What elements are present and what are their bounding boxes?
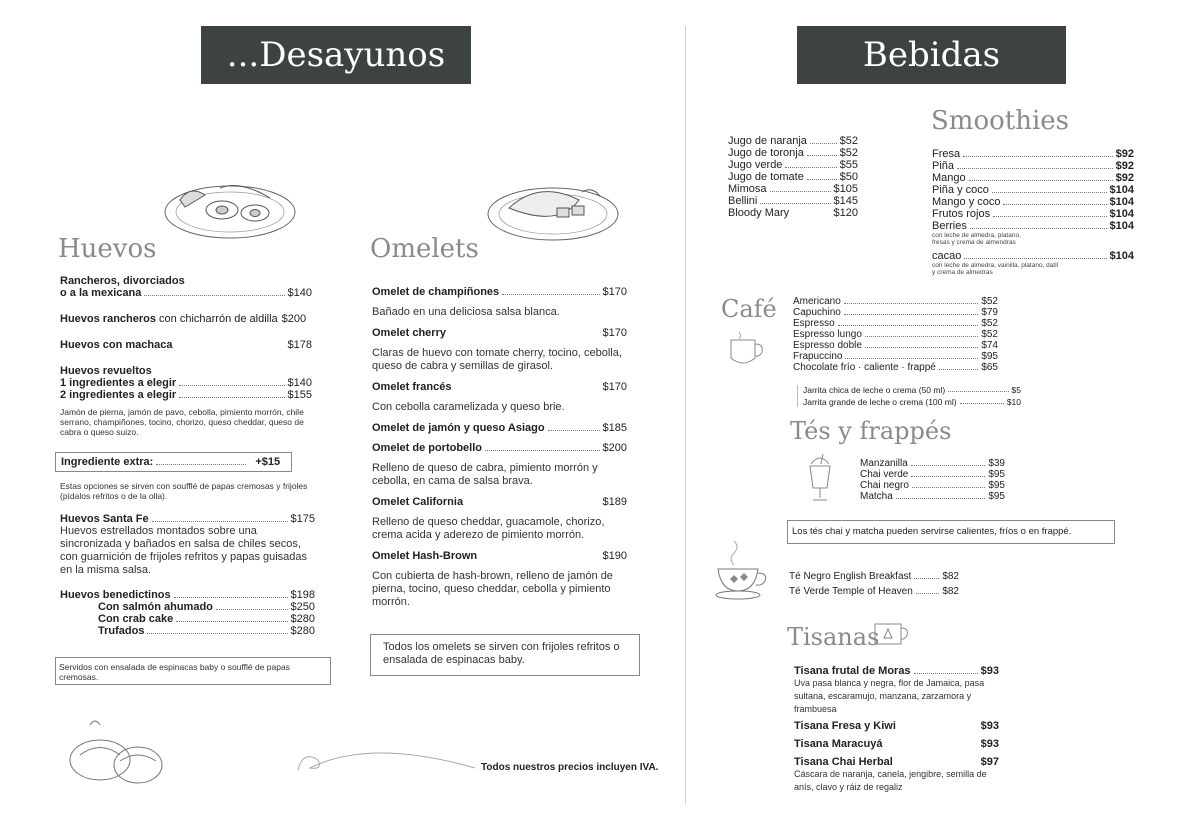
te-item: Chai negro $95 bbox=[860, 480, 1005, 491]
tisana-mug-icon bbox=[872, 620, 910, 650]
juices-list bbox=[728, 135, 858, 219]
tisana-item: Tisana frutal de Moras $93 bbox=[794, 665, 999, 677]
juice-item: Jugo verde $55 bbox=[728, 159, 858, 171]
cafe-extra: Jarrita grande de leche o crema (100 ml) $10 bbox=[803, 397, 1021, 407]
smoothies-list bbox=[932, 148, 1134, 276]
menu-item: Rancheros, divorciados bbox=[60, 275, 185, 287]
omelet-item: Omelet California $189 bbox=[372, 496, 627, 508]
cafe-item: Frapuccino $95 bbox=[793, 351, 998, 362]
menu-item: Huevos Santa Fe $175 bbox=[60, 513, 315, 525]
item-description: Huevos estrellados montados sobre una sincronizada y bañados en salsa de chiles secos, con guarnición de frijoles refritos y papas guisadas en la misma salsa. bbox=[60, 525, 308, 576]
page-divider bbox=[685, 26, 686, 804]
benedictinos-block bbox=[60, 589, 315, 637]
tisana-item: Tisana Fresa y Kiwi $93 bbox=[794, 720, 999, 732]
menu-item: 1 ingredientes a elegir $140 bbox=[60, 377, 312, 389]
cafe-item: Espresso $52 bbox=[793, 318, 998, 329]
omelet-desc: Relleno de queso cheddar, guacamole, chorizo, crema acida y aderezo de pimiento morrón. bbox=[372, 516, 605, 541]
cafe-title: Café bbox=[721, 295, 777, 323]
tisana-desc: Cáscara de naranja, canela, jengibre, semilla de anís, clavo y ráiz de regaliz bbox=[794, 769, 987, 792]
menu-item: Huevos rancheros con chicharrón de aldilla $200 bbox=[60, 313, 307, 325]
ingredients-list: Jamón de pierna, jamón de pavo, cebolla, pimiento morrón, chile serrano, champiñones, tocino, chorizo, queso cheddar, queso de cabra o queso suizo. bbox=[60, 407, 304, 437]
swirl-ornament-icon bbox=[293, 740, 483, 785]
cafe-list bbox=[793, 296, 998, 373]
cafe-extras bbox=[797, 385, 1021, 407]
omelet-plate-illustration bbox=[487, 178, 622, 243]
menu-item: Huevos revueltos bbox=[60, 365, 152, 377]
tisana-item: Tisana Maracuyá $93 bbox=[794, 738, 999, 750]
omelet-item: Omelet de jamón y queso Asiago $185 bbox=[372, 422, 627, 434]
cacao-desc: con leche de almedra, vainilla, platano, datil y crema de almedras bbox=[932, 262, 1059, 276]
omelet-desc: Claras de huevo con tomate cherry, tocino, cebolla, queso de cabra y semillas de girasol. bbox=[372, 347, 622, 372]
omelet-desc: Con cubierta de hash-brown, relleno de jamón de pierna, tocino, queso cheddar, cebolla y pimiento morrón. bbox=[372, 570, 613, 608]
omelet-item: Omelet Hash-Brown $190 bbox=[372, 550, 627, 562]
desayunos-banner: ...Desayunos bbox=[201, 26, 471, 84]
menu-item: Con crab cake $280 bbox=[98, 613, 315, 625]
tisana-item: Tisana Chai Herbal $97 bbox=[794, 756, 999, 768]
omelets-note: Todos los omelets se sirven con frijoles refritos o ensalada de espinacas baby. bbox=[370, 634, 640, 676]
menu-item: Huevos con machaca $178 bbox=[60, 339, 312, 351]
smoothie-item: Piña y coco $104 bbox=[932, 184, 1134, 196]
smoothie-item: Mango y coco $104 bbox=[932, 196, 1134, 208]
smoothies-title: Smoothies bbox=[931, 106, 1070, 136]
frappe-glass-icon bbox=[805, 452, 835, 507]
omelet-desc: Bañado en una deliciosa salsa blanca. bbox=[372, 306, 560, 318]
menu-item: Trufados $280 bbox=[98, 625, 315, 637]
cafe-item: Americano $52 bbox=[793, 296, 998, 307]
juice-item: Jugo de naranja $52 bbox=[728, 135, 858, 147]
teas-list bbox=[789, 571, 959, 597]
cafe-item: Espresso lungo $52 bbox=[793, 329, 998, 340]
omelet-desc: Con cebolla caramelizada y queso brie. bbox=[372, 401, 565, 413]
tes-note: Los tés chai y matcha pueden servirse calientes, fríos o en frappé. bbox=[787, 520, 1115, 544]
tea-item: Té Verde Temple of Heaven $82 bbox=[789, 586, 959, 597]
huevos-title: Huevos bbox=[58, 234, 157, 264]
te-item: Manzanilla $39 bbox=[860, 458, 1005, 469]
tisana-desc: Uva pasa blanca y negra, flor de Jamaica, pasa sultana, escaramujo, manzana, zarzamora y frambuesa bbox=[794, 678, 985, 714]
smoothie-item: Piña $92 bbox=[932, 160, 1134, 172]
omelet-item: Omelet de champiñones $170 bbox=[372, 286, 627, 298]
santa-fe-block bbox=[60, 513, 315, 577]
omelet-item: Omelet cherry $170 bbox=[372, 327, 627, 339]
coffee-cup-icon bbox=[727, 330, 765, 370]
benedictinos-note: Servidos con ensalada de espinacas baby o soufflé de papas cremosas. bbox=[55, 657, 331, 685]
tes-title: Tés y frappés bbox=[790, 417, 952, 445]
smoothie-item: Berries $104 bbox=[932, 220, 1134, 232]
smoothie-item: Frutos rojos $104 bbox=[932, 208, 1134, 220]
cafe-item: Capuchino $79 bbox=[793, 307, 998, 318]
omelets-title: Omelets bbox=[370, 234, 479, 264]
menu-item: Huevos benedictinos $198 bbox=[60, 589, 315, 601]
smoothie-item: Mango $92 bbox=[932, 172, 1134, 184]
menu-item: 2 ingredientes a elegir $155 bbox=[60, 389, 312, 401]
cafe-item: Chocolate frío · caliente · frappé $65 bbox=[793, 362, 998, 373]
juice-item: Mimosa $105 bbox=[728, 183, 858, 195]
bebidas-banner: Bebidas bbox=[797, 26, 1066, 84]
juice-item: Bloody Mary $120 bbox=[728, 207, 858, 219]
omelet-desc: Relleno de queso de cabra, pimiento morrón y cebolla, en cama de salsa brava. bbox=[372, 462, 598, 487]
omelets-column bbox=[372, 286, 627, 609]
omelet-item: Omelet de portobello $200 bbox=[372, 442, 627, 454]
tisanas-title: Tisanas bbox=[787, 623, 880, 651]
served-note: Estas opciones se sirven con soufflé de papas cremosas y frijoles (pídalos refritos o de la olla). bbox=[60, 481, 308, 501]
cafe-item: Espresso doble $74 bbox=[793, 340, 998, 351]
prices-footer: Todos nuestros precios incluyen IVA. bbox=[481, 762, 659, 773]
cafe-extra: Jarrita chica de leche o crema (50 ml) $5 bbox=[803, 385, 1021, 395]
benedict-illustration bbox=[60, 715, 170, 790]
huevos-column bbox=[60, 275, 312, 437]
tea-item: Té Negro English Breakfast $82 bbox=[789, 571, 959, 582]
eggs-plate-illustration bbox=[160, 170, 300, 245]
berries-desc: con leche de almedra, platano, fresas y crema de almendras bbox=[932, 232, 1021, 246]
menu-item: o a la mexicana $140 bbox=[60, 287, 312, 299]
teacup-icon bbox=[712, 537, 770, 603]
te-item: Matcha $95 bbox=[860, 491, 1005, 502]
omelet-item: Omelet francés $170 bbox=[372, 381, 627, 393]
tisanas-list bbox=[794, 665, 999, 794]
smoothie-item: cacao $104 bbox=[932, 250, 1134, 262]
tes-list bbox=[860, 458, 1005, 502]
juice-item: Jugo de tomate $50 bbox=[728, 171, 858, 183]
extra-ingredient-box: Ingrediente extra: +$15 bbox=[55, 452, 292, 472]
menu-item: Con salmón ahumado $250 bbox=[98, 601, 315, 613]
juice-item: Bellini $145 bbox=[728, 195, 858, 207]
smoothie-item: Fresa $92 bbox=[932, 148, 1134, 160]
juice-item: Jugo de toronja $52 bbox=[728, 147, 858, 159]
te-item: Chai verde $95 bbox=[860, 469, 1005, 480]
